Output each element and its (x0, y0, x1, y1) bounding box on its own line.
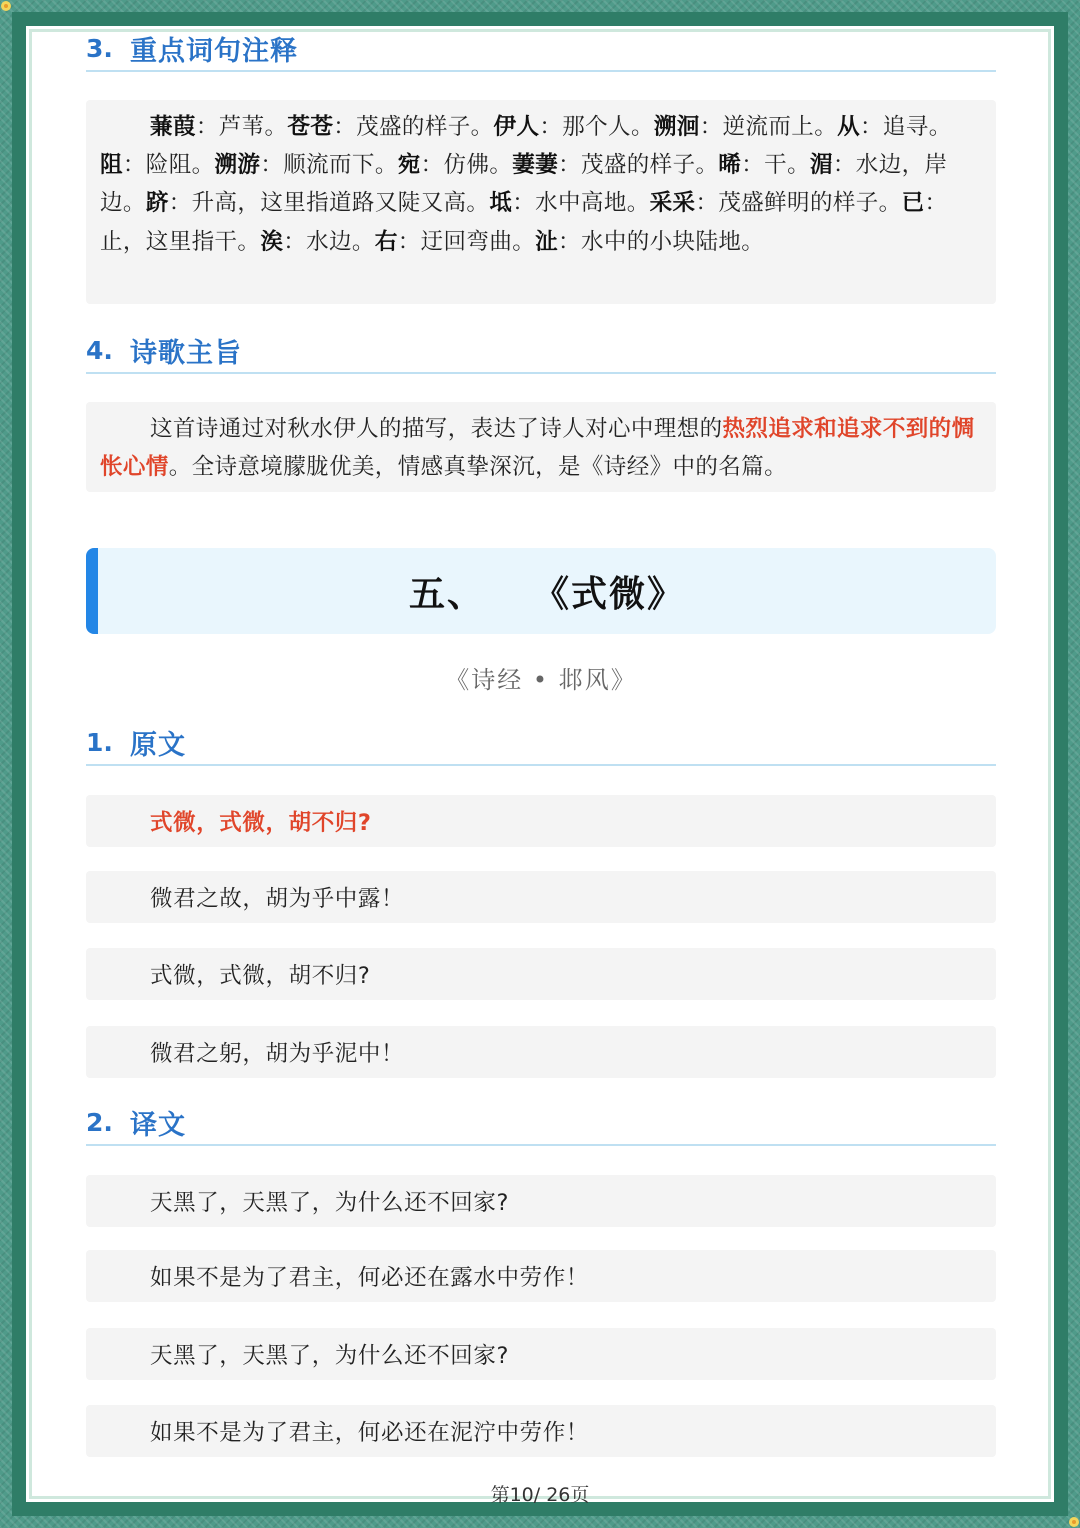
note-definition: ：茂盛的样子。 (558, 152, 719, 179)
note-definition: ：水边，岸边。 (100, 152, 948, 217)
note-definition: ：追寻。 (860, 114, 952, 140)
note-term: 溯游 (214, 152, 261, 179)
note-term: 晞 (718, 152, 742, 179)
note-definition: ：逆流而上。 (699, 114, 838, 140)
note-definition: ：茂盛的样子。 (333, 114, 494, 140)
note-term: 蒹葭 (150, 114, 196, 140)
theme-box (86, 402, 996, 492)
section-header-translation (86, 1100, 996, 1146)
note-definition: ：止，这里指干。 (100, 190, 948, 255)
section-title: 诗歌主旨 (130, 337, 242, 369)
translation-line: 如果不是为了君主，何必还在泥泞中劳作！ (86, 1405, 996, 1457)
note-term: 已 (901, 190, 925, 217)
note-definition: ：那个人。 (539, 114, 654, 140)
theme-text-before: 这首诗通过对秋水伊人的描写，表达了诗人对心中理想的 (150, 416, 723, 442)
chapter-title: 《式微》 (533, 573, 686, 615)
theme-text-after: 。全诗意境朦胧优美，情感真挚深沉，是《诗经》中的名篇。 (168, 454, 788, 481)
original-line: 式微，式微，胡不归? (86, 948, 996, 1000)
note-term: 溯洄 (653, 114, 700, 140)
chapter-number: 五、 (408, 573, 485, 615)
translation-line: 天黑了，天黑了，为什么还不回家? (86, 1175, 996, 1227)
theme-paragraph (86, 402, 996, 494)
chapter-banner (86, 548, 996, 634)
note-term: 坻 (489, 190, 513, 217)
section-title: 原文 (130, 729, 186, 761)
note-term: 伊人 (493, 114, 540, 140)
translation-line: 如果不是为了君主，何必还在露水中劳作！ (86, 1250, 996, 1302)
note-definition: ：险阻。 (122, 152, 215, 179)
section-header-original (86, 720, 996, 766)
note-definition: ：仿佛。 (420, 152, 513, 179)
note-term: 采采 (649, 190, 696, 217)
note-term: 湄 (809, 152, 833, 179)
section-header-theme (86, 328, 996, 374)
original-line: 微君之故，胡为乎中露！ (86, 871, 996, 923)
note-term: 涘 (260, 228, 284, 255)
theme-highlight: 热烈追求和追求不到的惆怅心情 (100, 416, 975, 481)
note-definition: ：芦苇。 (195, 114, 288, 140)
section-title: 译文 (130, 1109, 186, 1141)
section-header-notes (86, 26, 996, 72)
note-definition: ：水中高地。 (512, 190, 650, 217)
note-term: 萋萋 (512, 152, 559, 179)
section-title: 重点词句注释 (130, 35, 298, 67)
section-number: 4. (86, 335, 113, 365)
note-term: 宛 (397, 152, 421, 179)
notes-box (86, 100, 996, 304)
note-term: 沚 (535, 228, 559, 255)
note-term: 右 (374, 228, 398, 255)
note-definition: ：水中的小块陆地。 (558, 228, 765, 255)
note-definition: ：迂回弯曲。 (397, 228, 536, 255)
note-term: 跻 (145, 190, 169, 217)
original-line: 微君之躬，胡为乎泥中！ (86, 1026, 996, 1078)
page-number: 第10/ 26页 (490, 1484, 590, 1506)
poem-source: 《诗经 • 邶风》 (445, 666, 637, 694)
section-number: 1. (86, 727, 113, 757)
notes-paragraph (86, 100, 996, 269)
note-term: 阻 (100, 152, 123, 179)
note-term: 从 (837, 114, 860, 140)
note-definition: ：茂盛鲜明的样子。 (695, 190, 902, 217)
note-definition: ：水边。 (283, 228, 375, 255)
section-number: 3. (86, 33, 113, 63)
translation-line: 天黑了，天黑了，为什么还不回家? (86, 1328, 996, 1380)
note-definition: ：升高，这里指道路又陡又高。 (168, 190, 490, 217)
note-definition: ：顺流而下。 (260, 152, 398, 179)
original-line: 式微，式微，胡不归? (86, 795, 996, 847)
note-term: 苍苍 (287, 114, 334, 140)
section-number: 2. (86, 1107, 113, 1137)
note-definition: ：干。 (741, 152, 810, 179)
